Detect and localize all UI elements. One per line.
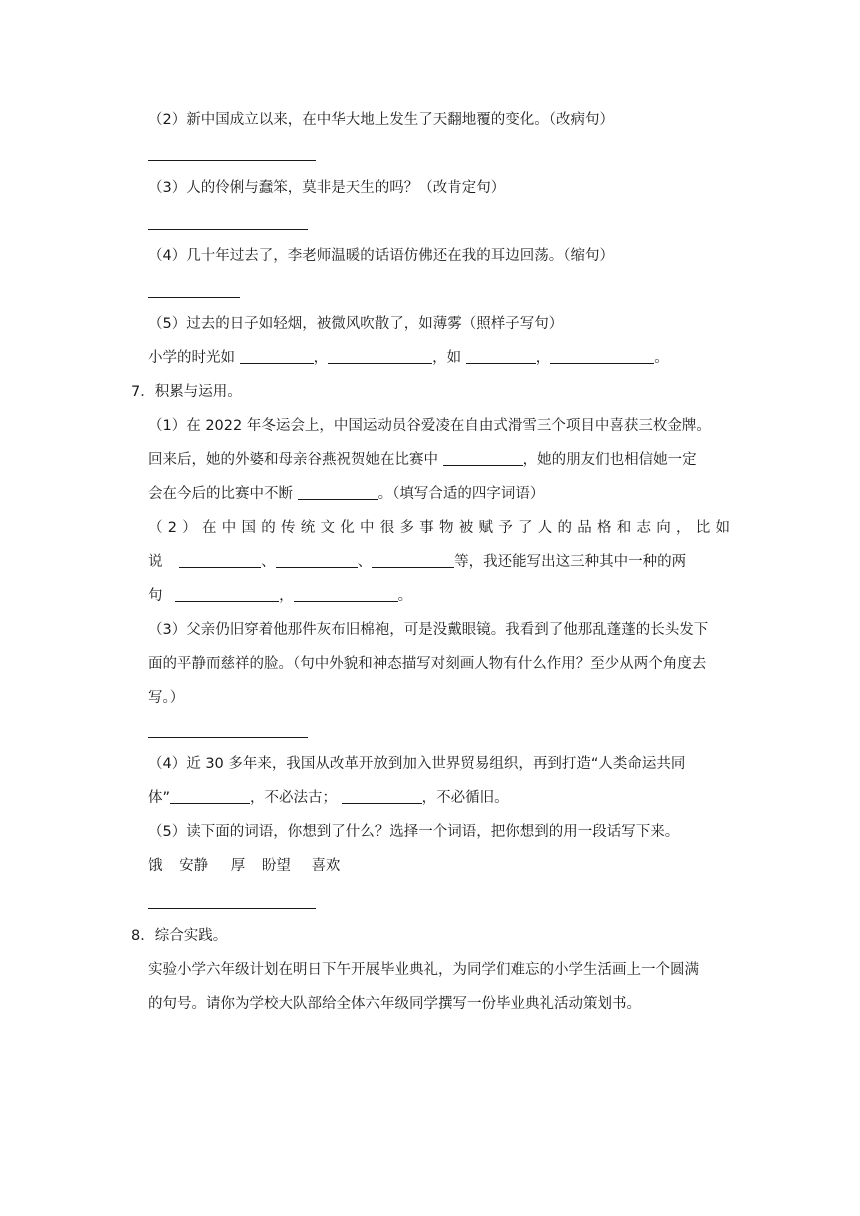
- word-item: 饿: [148, 858, 163, 874]
- answer-line[interactable]: [148, 229, 308, 230]
- q6-item-5: （5）过去的日子如轻烟，被微风吹散了，如薄雾（照样子写句）: [148, 316, 564, 332]
- fill-text: 、: [357, 554, 373, 570]
- q7-p4-line1: （4）近 30 多年来，我国从改革开放到加入世界贸易组织，再到打造“人类命运共同: [148, 756, 686, 772]
- answer-line[interactable]: [148, 908, 316, 909]
- fill-text: ，她的朋友们也相信她一定: [522, 452, 697, 468]
- q7-p2-line1: （2）在中国的传统文化中很多事物被赋予了人的品格和志向，比如: [148, 520, 730, 536]
- fill-text: ，不必循旧。: [421, 790, 509, 806]
- fill-text: 。: [654, 350, 669, 366]
- q7-p1-line2: [148, 450, 697, 470]
- fill-text: ，: [535, 350, 551, 366]
- q6-item-4: （4）几十年过去了，李老师温暖的话语仿佛还在我的耳边回荡。（缩句）: [148, 248, 614, 264]
- q8-line2: 的句号。请你为学校大队部给全体六年级同学撰写一份毕业典礼活动策划书。: [148, 996, 641, 1012]
- fill-text: 会在今后的比赛中不断: [148, 486, 293, 502]
- fill-blank[interactable]: [170, 789, 250, 804]
- fill-text: 体”: [148, 790, 171, 806]
- fill-text: 。（填写合适的四字词语）: [377, 486, 545, 502]
- fill-text: 回来后，她的外婆和母亲谷燕祝贺她在比赛中: [148, 452, 438, 468]
- fill-blank[interactable]: [175, 587, 279, 602]
- q7-title: 7．积累与运用。: [131, 384, 242, 400]
- fill-text: 说: [148, 554, 163, 570]
- word-item: 厚: [230, 858, 246, 874]
- q7-p3-line1: （3）父亲仍旧穿着他那件灰布旧棉袍，可是没戴眼镜。我看到了他那乱蓬蓬的长头发下: [148, 622, 709, 638]
- q7-p2-line2: [148, 552, 686, 572]
- fill-blank[interactable]: [372, 553, 454, 568]
- fill-blank[interactable]: [342, 789, 422, 804]
- word-item: 喜欢: [311, 858, 341, 874]
- q8-line1: 实验小学六年级计划在明日下午开展毕业典礼，为同学们难忘的小学生活画上一个圆满: [148, 962, 699, 978]
- fill-text: 小学的时光如: [148, 350, 235, 366]
- word-item: 安静: [179, 858, 209, 874]
- fill-blank[interactable]: [276, 553, 358, 568]
- q7-p3-line2: 面的平静而慈祥的脸。（句中外貌和神态描写对刻画人物有什么作用？至少从两个角度去: [148, 656, 707, 672]
- q7-p4-line2: [148, 788, 509, 808]
- fill-blank[interactable]: [328, 349, 432, 364]
- q8-title: 8．综合实践。: [131, 928, 228, 944]
- answer-line[interactable]: [148, 737, 308, 738]
- fill-text: 等，我还能写出这三种其中一种的两: [454, 554, 687, 570]
- q7-p5-line1: （5）读下面的词语，你想到了什么？选择一个词语，把你想到的用一段话写下来。: [148, 824, 680, 840]
- fill-blank[interactable]: [443, 451, 523, 466]
- answer-line[interactable]: [148, 160, 316, 161]
- answer-line[interactable]: [148, 297, 240, 298]
- word-item: 盼望: [261, 858, 291, 874]
- q7-p5-words: [148, 856, 340, 876]
- fill-blank[interactable]: [294, 587, 398, 602]
- q7-p1-line1: （1）在 2022 年冬运会上，中国运动员谷爱凌在自由式滑雪三个项目中喜获三枚金牌。: [148, 418, 711, 434]
- fill-text: 句: [148, 588, 163, 604]
- q6-item-3: （3）人的伶俐与蠢笨，莫非是天生的吗？（改肯定句）: [148, 180, 506, 196]
- fill-text: ，: [313, 350, 329, 366]
- fill-blank[interactable]: [298, 485, 378, 500]
- fill-text: 、: [261, 554, 276, 570]
- q7-p2-line3: [148, 586, 412, 606]
- q7-p3-line3: 写。）: [148, 690, 185, 706]
- q6-item-2: （2）新中国成立以来，在中华大地上发生了天翻地覆的变化。（改病句）: [148, 112, 614, 128]
- fill-blank[interactable]: [550, 349, 654, 364]
- q7-p1-line3: [148, 484, 544, 504]
- fill-text: ，如: [432, 350, 462, 366]
- fill-text: 。: [397, 588, 413, 604]
- fill-blank[interactable]: [466, 349, 536, 364]
- fill-text: ，: [279, 588, 294, 604]
- fill-blank[interactable]: [240, 349, 314, 364]
- q6-item-5-fill: [148, 348, 669, 368]
- fill-blank[interactable]: [179, 553, 261, 568]
- fill-text: ，不必法古；: [250, 790, 338, 806]
